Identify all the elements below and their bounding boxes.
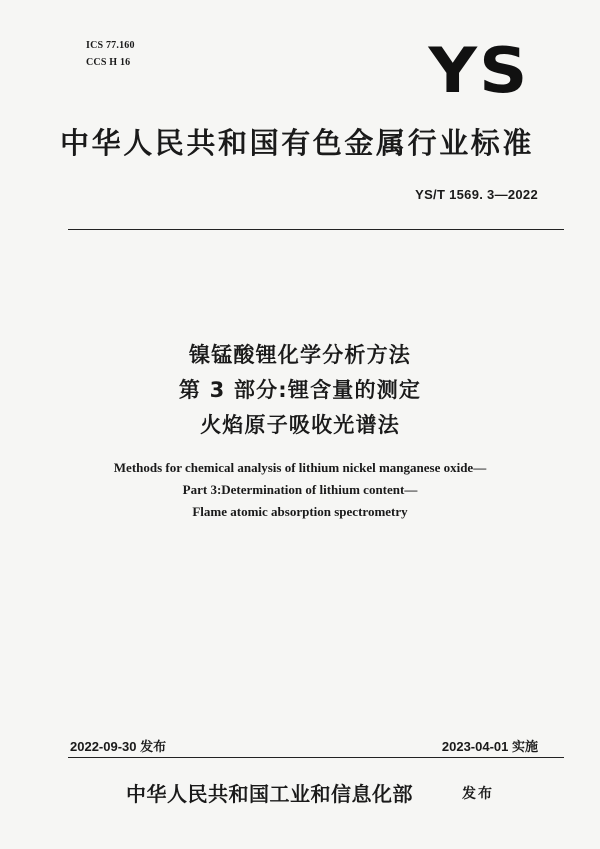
english-title-line-2: Part 3:Determination of lithium content— (182, 482, 418, 497)
issuing-authority: 中华人民共和国工业和信息化部 (126, 782, 413, 806)
header-divider (68, 229, 564, 230)
chinese-title-line-2: 第 3 部分:锂含量的测定 (178, 378, 422, 402)
chinese-title-line-3: 火焰原子吸收光谱法 (200, 413, 400, 437)
issue-action-label: 发布 (462, 786, 494, 802)
english-title-line-1: Methods for chemical analysis of lithium nickel manganese oxide— (113, 460, 487, 475)
english-title-line-3: Flame atomic absorption spectrometry (192, 504, 408, 519)
standard-code: YS/T 1569. 3—2022 (415, 187, 538, 202)
chinese-title-line-1: 镍锰酸锂化学分析方法 (189, 343, 411, 367)
issue-date: 2022-09-30 发布 (70, 739, 167, 754)
implementation-date: 2023-04-01 实施 (441, 739, 538, 754)
footer-divider (68, 757, 564, 758)
ys-logo: YS (428, 34, 530, 107)
ics-code: ICS 77.160 (86, 40, 135, 51)
ccs-code: CCS H 16 (86, 57, 131, 68)
standard-category-title: 中华人民共和国有色金属行业标准 (60, 126, 535, 160)
